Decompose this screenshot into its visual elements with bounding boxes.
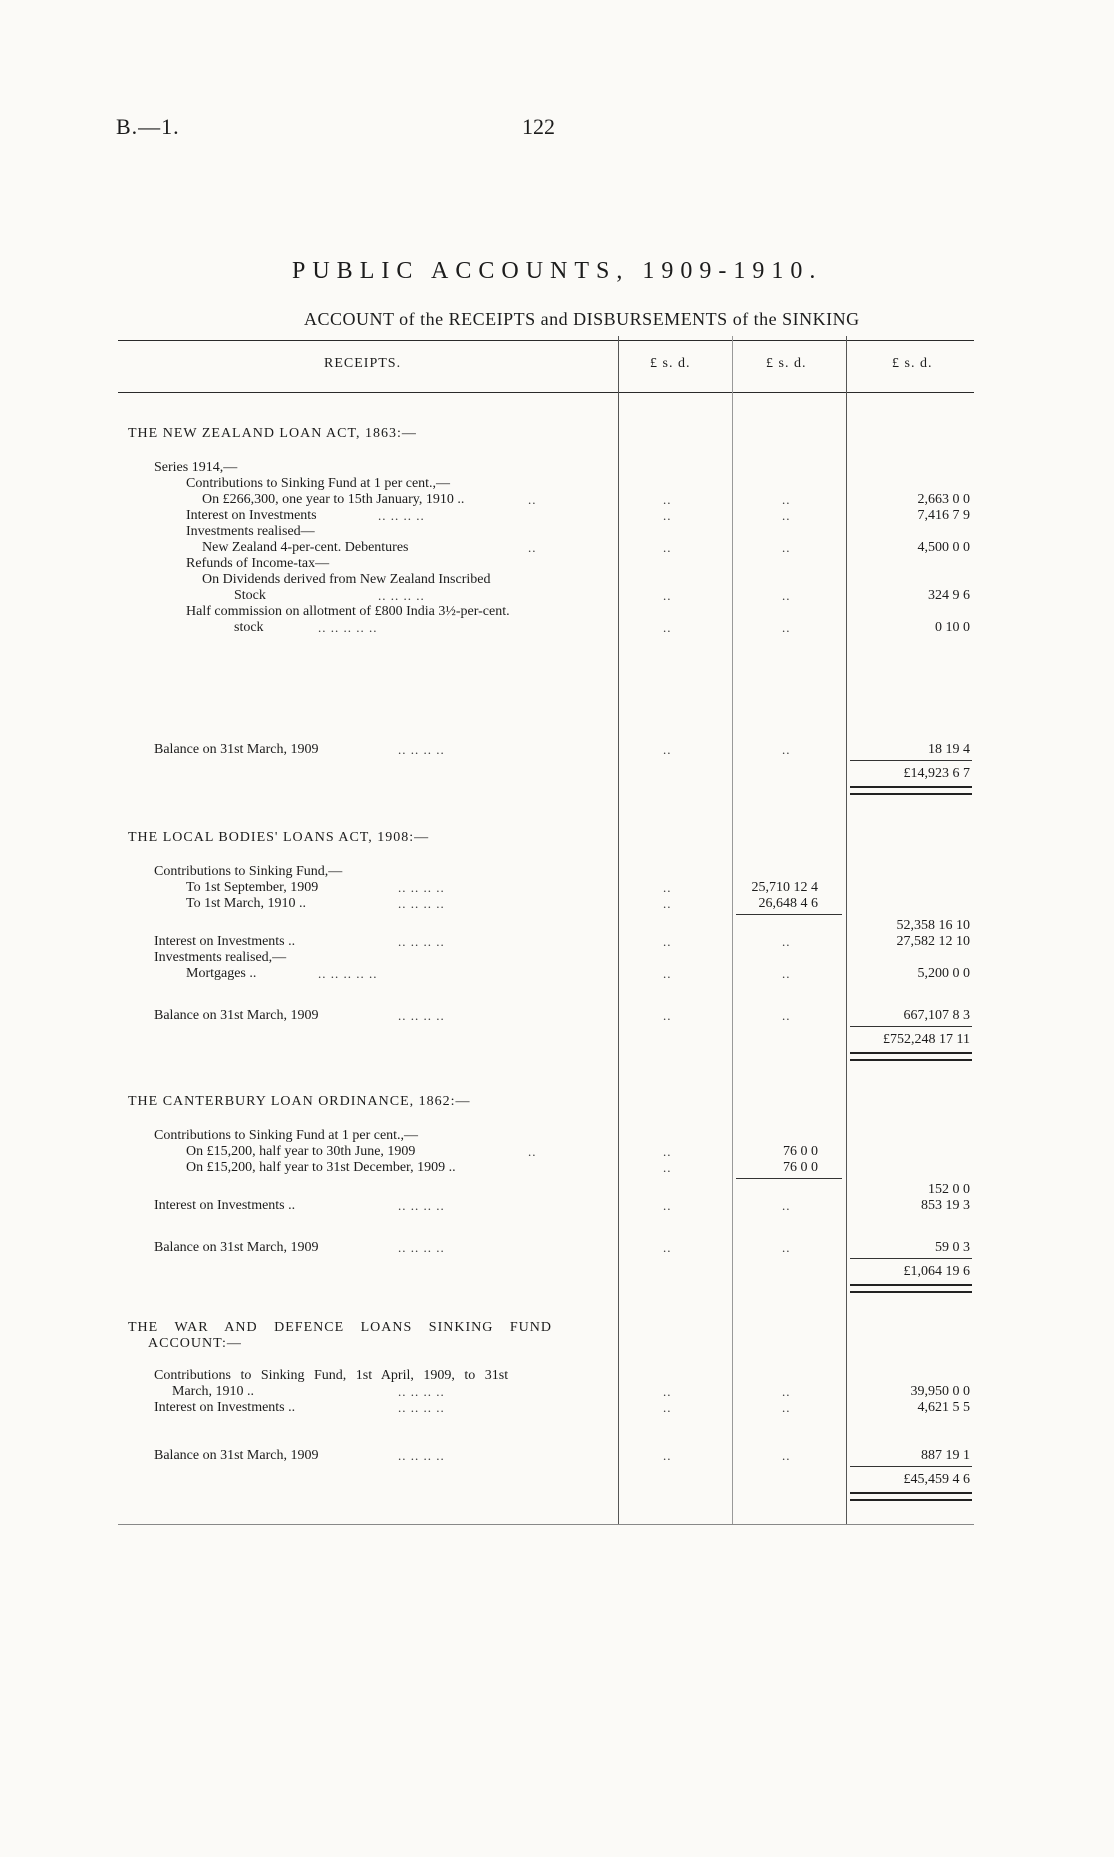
- leader-dots: ..: [663, 540, 672, 555]
- leader-dots: ..: [782, 620, 791, 635]
- leader-dots: ..: [663, 1144, 672, 1159]
- leader-dots: ..: [663, 966, 672, 981]
- amount: 152 0 0: [928, 1182, 970, 1197]
- amount: 76 0 0: [783, 1160, 818, 1175]
- section-title-local-bodies: THE LOCAL BODIES' LOANS ACT, 1908:—: [128, 830, 430, 845]
- amount: 853 19 3: [921, 1198, 970, 1213]
- leader-dots: ..: [663, 1198, 672, 1213]
- amount: 4,621 5 5: [917, 1400, 970, 1415]
- leader-dots: .. .. .. ..: [398, 1448, 445, 1463]
- mortgages-item: Mortgages ..: [186, 966, 257, 981]
- leader-dots: ..: [663, 1240, 672, 1255]
- amount: 52,358 16 10: [896, 918, 970, 933]
- amount: 25,710 12 4: [751, 880, 818, 895]
- table-bottom-rule: [118, 1524, 974, 1525]
- leader-dots: .. .. .. ..: [398, 896, 445, 911]
- half-commission-item: Half commission on allotment of £800 India 3½-per-cent.: [186, 604, 510, 619]
- subtotal-rule: [736, 1178, 842, 1179]
- interest-label: Interest on Investments ..: [154, 1198, 296, 1213]
- leader-dots: ..: [663, 742, 672, 757]
- balance-label: Balance on 31st March, 1909: [154, 1448, 319, 1463]
- interest-label: Interest on Investments ..: [154, 1400, 296, 1415]
- leader-dots: ..: [663, 880, 672, 895]
- leader-dots: .. .. .. ..: [398, 934, 445, 949]
- leader-dots: .. .. .. ..: [398, 1008, 445, 1023]
- leader-dots: .. .. .. ..: [398, 880, 445, 895]
- section-title-canterbury: THE CANTERBURY LOAN ORDINANCE, 1862:—: [128, 1094, 471, 1109]
- leader-dots: ..: [782, 492, 791, 507]
- contributions-label: Contributions to Sinking Fund at 1 per cent.,—: [154, 1128, 419, 1143]
- section-title-nz-loan: THE NEW ZEALAND LOAN ACT, 1863:—: [128, 426, 417, 441]
- leader-dots: ..: [782, 1198, 791, 1213]
- investments-realised-label: Investments realised,—: [154, 950, 287, 965]
- section-total: £1,064 19 6: [903, 1264, 970, 1279]
- contribution-item: March, 1910 ..: [172, 1384, 255, 1399]
- balance-label: Balance on 31st March, 1909: [154, 742, 319, 757]
- page-number: 122: [522, 114, 555, 139]
- contributions-label: Contributions to Sinking Fund at 1 per cent.,—: [186, 476, 451, 491]
- column-3-header: £ s. d.: [892, 356, 933, 371]
- subtotal-rule: [850, 1258, 972, 1259]
- refunds-label: Refunds of Income-tax—: [186, 556, 330, 571]
- account-subtitle: ACCOUNT of the RECEIPTS and DISBURSEMENTS of the SINKING: [304, 309, 860, 329]
- double-rule: [850, 1284, 972, 1293]
- section-total: £45,459 4 6: [903, 1472, 970, 1487]
- contributions-label: Contributions to Sinking Fund,—: [154, 864, 343, 879]
- section-title-war-defence: THE WAR AND DEFENCE LOANS SINKING FUND: [128, 1320, 552, 1335]
- section-total: £14,923 6 7: [903, 766, 970, 781]
- leader-dots: .. .. .. ..: [398, 1384, 445, 1399]
- balance-label: Balance on 31st March, 1909: [154, 1240, 319, 1255]
- receipts-column-header: RECEIPTS.: [324, 356, 402, 371]
- column-divider-2: [846, 336, 847, 1524]
- amount: 26,648 4 6: [758, 896, 818, 911]
- double-rule: [850, 1492, 972, 1501]
- leader-dots: ..: [782, 540, 791, 555]
- contribution-item: On £15,200, half year to 31st December, 1909 ..: [186, 1160, 456, 1175]
- leader-dots: .. .. .. ..: [398, 742, 445, 757]
- document-reference: B.—1.: [116, 114, 180, 139]
- leader-dots: ..: [528, 492, 537, 507]
- leader-dots: ..: [663, 492, 672, 507]
- amount: 667,107 8 3: [903, 1008, 970, 1023]
- amount: 76 0 0: [783, 1144, 818, 1159]
- page-title: PUBLIC ACCOUNTS, 1909-1910.: [292, 258, 823, 284]
- leader-dots: ..: [663, 508, 672, 523]
- leader-dots: ..: [782, 742, 791, 757]
- leader-dots: ..: [782, 588, 791, 603]
- leader-dots: ..: [782, 1240, 791, 1255]
- amount: 18 19 4: [928, 742, 970, 757]
- amount: 7,416 7 9: [917, 508, 970, 523]
- column-divider-1: [732, 336, 733, 1524]
- amount: 27,582 12 10: [896, 934, 970, 949]
- section-total: £752,248 17 11: [883, 1032, 970, 1047]
- leader-dots: .. .. .. ..: [398, 1240, 445, 1255]
- leader-dots: ..: [663, 1448, 672, 1463]
- amount: 0 10 0: [935, 620, 970, 635]
- leader-dots: .. .. .. ..: [398, 1400, 445, 1415]
- leader-dots: ..: [782, 966, 791, 981]
- amount: 59 0 3: [935, 1240, 970, 1255]
- leader-dots: .. .. .. ..: [378, 588, 425, 603]
- leader-dots: ..: [782, 1008, 791, 1023]
- subtotal-rule: [850, 1026, 972, 1027]
- contributions-label: Contributions to Sinking Fund, 1st April, 1909, to 31st: [154, 1368, 509, 1383]
- ledger-table: [118, 336, 974, 1528]
- amount: 887 19 1: [921, 1448, 970, 1463]
- amount: 2,663 0 0: [917, 492, 970, 507]
- amount: 5,200 0 0: [917, 966, 970, 981]
- dividends-item: On Dividends derived from New Zealand Inscribed: [202, 572, 491, 587]
- leader-dots: ..: [663, 620, 672, 635]
- leader-dots: .. .. .. .. ..: [318, 966, 378, 981]
- leader-dots: ..: [663, 1384, 672, 1399]
- leader-dots: .. .. .. ..: [378, 508, 425, 523]
- leader-dots: ..: [528, 1144, 537, 1159]
- section-title-war-defence-cont: ACCOUNT:—: [148, 1336, 242, 1351]
- interest-label: Interest on Investments: [186, 508, 317, 523]
- leader-dots: ..: [782, 1400, 791, 1415]
- leader-dots: ..: [528, 540, 537, 555]
- contribution-item: To 1st September, 1909: [186, 880, 319, 895]
- leader-dots: ..: [782, 934, 791, 949]
- leader-dots: ..: [782, 1448, 791, 1463]
- column-1-header: £ s. d.: [650, 356, 691, 371]
- leader-dots: .. .. .. ..: [398, 1198, 445, 1213]
- debentures-item: New Zealand 4-per-cent. Debentures: [202, 540, 409, 555]
- double-rule: [850, 786, 972, 795]
- leader-dots: .. .. .. .. ..: [318, 620, 378, 635]
- contribution-item: On £266,300, one year to 15th January, 1910 ..: [202, 492, 465, 507]
- double-rule: [850, 1052, 972, 1061]
- investments-realised-label: Investments realised—: [186, 524, 315, 539]
- interest-label: Interest on Investments ..: [154, 934, 296, 949]
- stock-item: Stock: [234, 588, 266, 603]
- amount: 4,500 0 0: [917, 540, 970, 555]
- leader-dots: ..: [663, 934, 672, 949]
- column-2-header: £ s. d.: [766, 356, 807, 371]
- series-label: Series 1914,—: [154, 460, 238, 475]
- amount: 39,950 0 0: [910, 1384, 970, 1399]
- leader-dots: ..: [782, 508, 791, 523]
- subtotal-rule: [736, 914, 842, 915]
- leader-dots: ..: [663, 1400, 672, 1415]
- balance-label: Balance on 31st March, 1909: [154, 1008, 319, 1023]
- subtotal-rule: [850, 1466, 972, 1467]
- amount: 324 9 6: [928, 588, 970, 603]
- subtotal-rule: [850, 760, 972, 761]
- column-divider-receipts: [618, 336, 619, 1524]
- contribution-item: On £15,200, half year to 30th June, 1909: [186, 1144, 416, 1159]
- leader-dots: ..: [663, 896, 672, 911]
- contribution-item: To 1st March, 1910 ..: [186, 896, 306, 911]
- leader-dots: ..: [663, 1160, 672, 1175]
- stock-item: stock: [234, 620, 264, 635]
- leader-dots: ..: [782, 1384, 791, 1399]
- leader-dots: ..: [663, 1008, 672, 1023]
- leader-dots: ..: [663, 588, 672, 603]
